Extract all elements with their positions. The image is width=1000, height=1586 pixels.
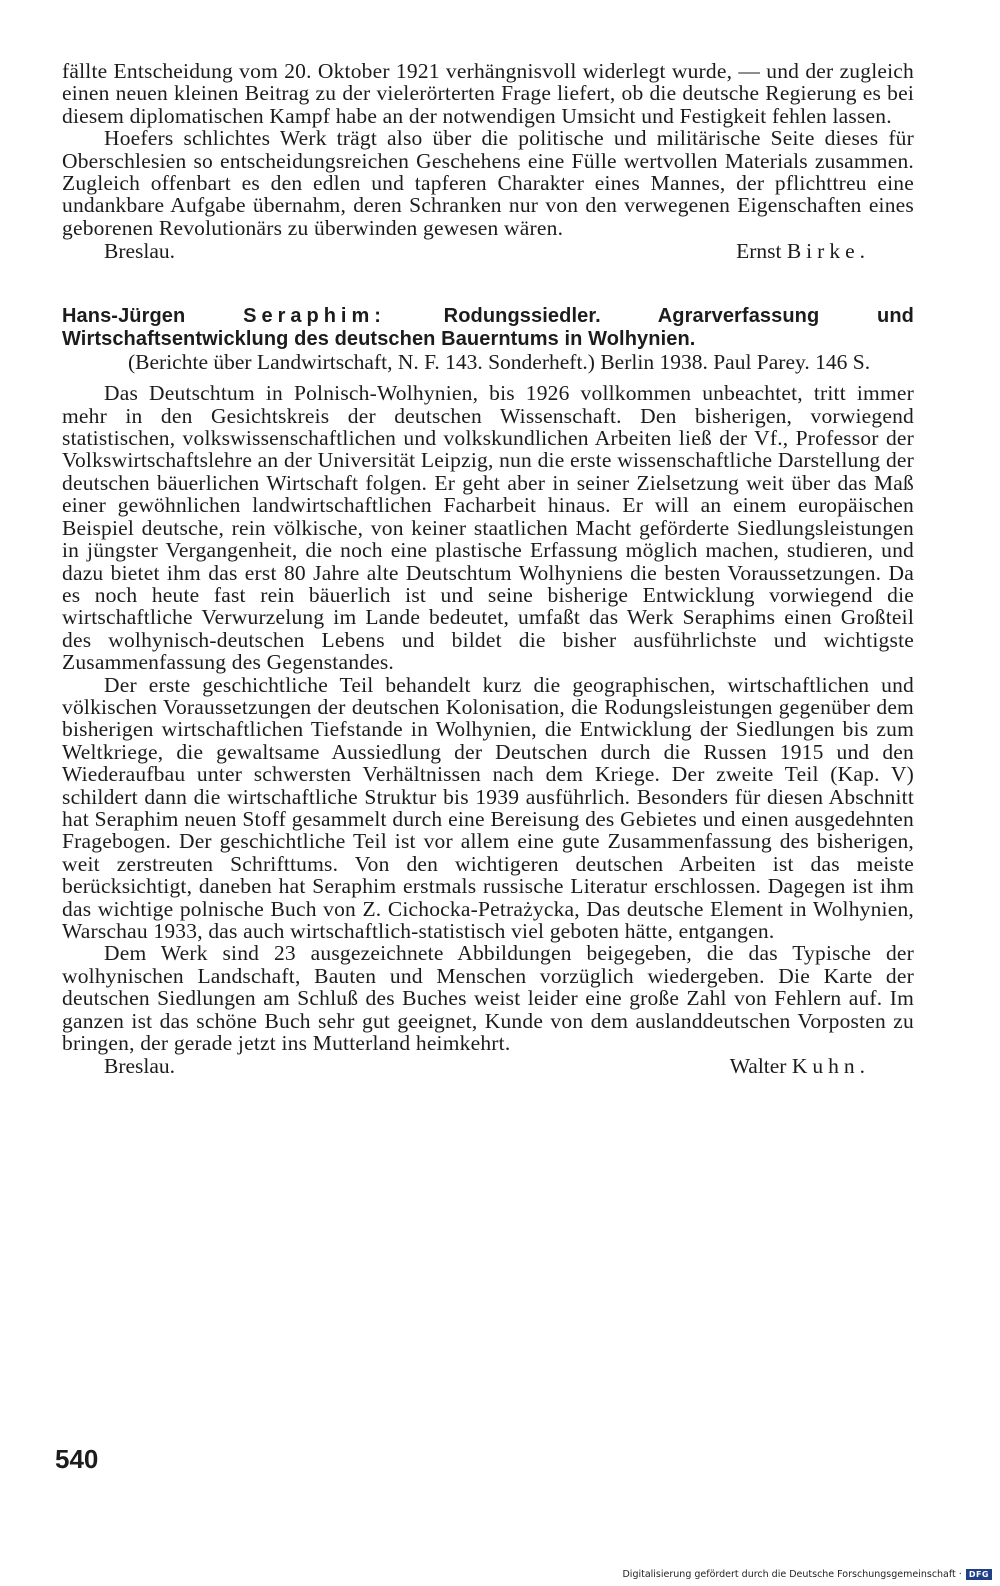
review1-reviewer — [736, 239, 870, 263]
review2-author-first: Hans-Jürgen — [62, 305, 186, 328]
review2-reviewer-last: Kuhn. — [791, 1054, 870, 1079]
review2-place: Breslau. — [104, 1054, 176, 1079]
page-body — [62, 60, 914, 1078]
review2-paragraph-1: Das Deutschtum in Polnisch-Wolhynien, bis 1926 vollkommen unbeachtet, tritt immer mehr in den Gesichtskreis der deutschen Wissenschaft. Den bisherigen, vorwiegend statistischen, volkswissenschaftlichen und volkskundlichen Arbeiten ließ der Vf., Professor der Volkswirtschaftslehre an der Universität Leipzig, nun die erste wissenschaftliche Darstellung der deutschen bäuerlichen Wirtschaft folgen. Er geht aber in seiner Zielsetzung weit über das Maß einer gewöhnlichen landwirtschaftlichen Facharbeit hinaus. Er will an einem europäischen Beispiel deutsche, rein völkische, von keiner staatlichen Macht geförderte Siedlungsleistungen in jüngster Vergangenheit, die noch eine plastische Erfassung möglich machen, studieren, und dazu bietet ihm das erst 80 Jahre alte Deutschtum Wolhyniens die besten Voraussetzungen. Da es noch heute fast rein bäuerlich ist und seine bisherige Entwicklung vorwiegend die wirtschaftliche Verwurzelung im Lande bedeutet, umfaßt das Werk Seraphims einen Großteil des wolhynisch-deutschen Lebens und bildet die bisher ausführlichste und wichtigste Zusammenfassung des Gegenstandes. — [62, 381, 914, 675]
review2-paragraph-3: Dem Werk sind 23 ausgezeichnete Abbildungen beigegeben, die das Typische der wolhynischen Landschaft, Bauten und Menschen vorzüglich wiedergeben. Die Karte der deutschen Siedlungen am Schluß des Buches weist leider eine große Zahl von Fehlern auf. Im ganzen ist das schöne Buch sehr gut geeignet, Kunde von dem auslanddeutschen Vorposten zu bringen, der gerade jetzt ins Mutterland heimkehrt. — [62, 941, 914, 1056]
review1-place: Breslau. — [104, 239, 176, 264]
review2-book-title: Rodungssiedler. Agrarverfassung und Wirtschaftsentwicklung des deutschen Bauerntums in Wolhynien. — [62, 305, 914, 351]
review1-signature — [62, 239, 914, 263]
review2-author-last: Seraphim: — [243, 305, 386, 328]
dfg-logo-icon: DFG — [966, 1569, 992, 1580]
review2-reviewer — [730, 1054, 870, 1078]
review1-reviewer-last: Birke. — [786, 239, 870, 264]
review1-reviewer-first: Ernst — [736, 239, 782, 264]
review2-paragraph-2: Der erste geschichtliche Teil behandelt kurz die geographischen, wirtschaftlichen und völkischen Voraussetzungen der deutschen Kolonisation, die Rodungsleistungen gegenüber dem bisherigen wirtschaftlichen Tiefstande in Wolhynien, die Entwicklung der Siedlungen bis zum Weltkriege, die gewaltsame Aussiedlung der Deutschen durch die Russen 1915 und den Wiederaufbau unter schwersten Verhältnissen nach dem Kriege. Der zweite Teil (Kap. V) schildert dann die wirtschaftliche Struktur bis 1939 ausführlich. Besonders für diesen Abschnitt hat Seraphim neuen Stoff gesammelt durch eine Bereisung des Gebietes und einen ausgedehnten Fragebogen. Der geschichtliche Teil ist vor allem eine gute Zusammenfassung des bisherigen, weit zerstreuten Schrifttums. Von den wichtigeren deutschen Arbeiten ist das meiste berücksichtigt, daneben hat Seraphim erstmals russische Literatur erschlossen. Dagegen ist ihm das wichtige polnische Buch von Z. Cichocka-Petrażycka, Das deutsche Element in Wolhynien, Warschau 1933, das auch wirtschaftlich-statistisch viel geboten hätte, entgangen. — [62, 672, 914, 943]
review2-signature — [62, 1054, 914, 1078]
page-number: 540 — [55, 1444, 99, 1474]
digitization-footer — [622, 1569, 992, 1580]
footer-text: Digitalisierung gefördert durch die Deutsche Forschungsgemeinschaft · — [622, 1569, 962, 1580]
review1-paragraph-1: fällte Entscheidung vom 20. Oktober 1921 verhängnisvoll widerlegt wurde, — und der zugleich einen neuen kleinen Beitrag zu der vielerörterten Frage liefert, ob die deutsche Regierung es bei diesem diplomatischen Kampf habe an der notwendigen Umsicht und Festigkeit fehlen lassen. — [62, 59, 914, 128]
review2-publication: (Berichte über Landwirtschaft, N. F. 143. Sonderheft.) Berlin 1938. Paul Parey. 146 S. — [128, 350, 871, 375]
review2-heading — [62, 305, 914, 374]
review2-reviewer-first: Walter — [729, 1054, 787, 1079]
review2-title-line — [62, 305, 914, 351]
review1-paragraph-2: Hoefers schlichtes Werk trägt also über die politische und militärische Seite dieses für Oberschlesien so entscheidungsreichen Geschehens eine Fülle wertvollen Materials zusammen. Zugleich offenbart es den edlen und tapferen Charakter eines Mannes, der pflichttreu eine undankbare Aufgabe übernahm, deren Schranken nur von den verwegenen Eigenschaften eines geborenen Revolutionärs zu überwinden gewesen wären. — [62, 126, 914, 240]
